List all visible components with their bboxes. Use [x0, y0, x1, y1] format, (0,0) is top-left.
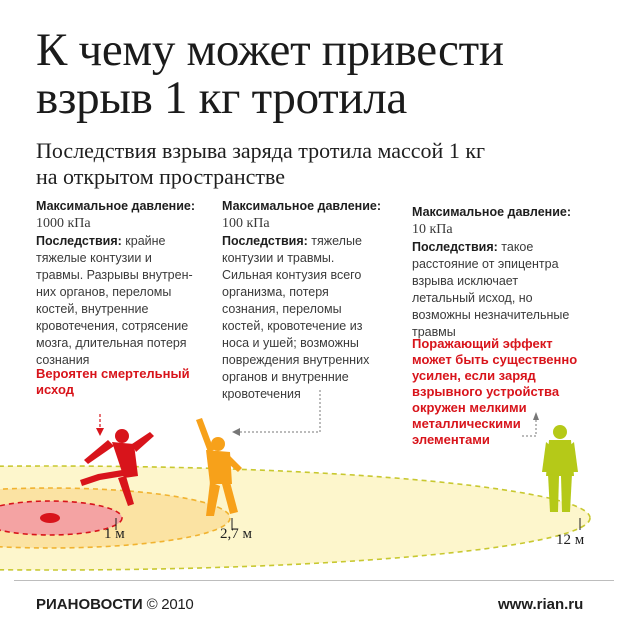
zone-3-pressure-label: Максимальное давление:	[412, 205, 571, 219]
distance-label-2-7m: 2,7 м	[220, 526, 252, 542]
zone-3-consequences-line: возможны незначительные	[412, 308, 570, 322]
subtitle-line-1: Последствия взрыва заряда тротила массой 1 кг	[36, 138, 486, 163]
page-subtitle	[36, 138, 596, 190]
fatal-leader-arrow-icon	[96, 428, 104, 436]
zone-3-leader-arrow-icon	[533, 412, 539, 420]
zone-3-consequences	[412, 239, 592, 341]
zone-1-consequences-line: костей, внутренние	[36, 302, 149, 316]
zone-1-consequences-line: тяжелые контузии и	[36, 251, 152, 265]
zone-2-consequences-line: сознания, переломы	[222, 302, 342, 316]
zone-3-consequences-line: травмы	[412, 325, 456, 339]
zone-1-consequences-line: них органов, переломы	[36, 285, 172, 299]
zone-3-consequences-line: такое	[497, 240, 534, 254]
warning-note-line: металлическими	[412, 416, 521, 431]
fatal-note-line: Вероятен смертельный	[36, 366, 190, 381]
epicenter-dot	[40, 513, 60, 523]
warning-note-line: Поражающий эффект	[412, 336, 553, 351]
zone-1-consequences-line: сознания	[36, 353, 90, 367]
zone-2-consequences-line: костей, кровотечение из	[222, 319, 363, 333]
zone-1-description	[36, 198, 216, 369]
zone-1-consequences	[36, 233, 216, 369]
zone-2-consequences-line: носа и ушей; возможны	[222, 336, 359, 350]
zone-1-consequences-line: крайне	[121, 234, 166, 248]
zone-2-consequences	[222, 233, 402, 403]
footer-divider	[14, 580, 614, 581]
title-line-2: взрыв 1 кг тротила	[36, 72, 407, 124]
warning-note-line: может быть существенно	[412, 352, 578, 367]
distance-label-12m: 12 м	[556, 532, 585, 548]
zone-2-leader-line	[236, 390, 320, 432]
zone-2-leader-arrow-icon	[232, 428, 240, 436]
zone-3-consequences-line: взрыва исключает	[412, 274, 519, 288]
zone-3-pressure-value: 10 кПа	[412, 222, 453, 237]
brand-name: РИАНОВОСТИ	[36, 596, 143, 613]
zone-3-description	[412, 204, 592, 341]
zone-1-consequences-line: кровотечения, сотрясение	[36, 319, 189, 333]
zone-2-consequences-label: Последствия:	[222, 234, 308, 248]
warning-note-line: усилен, если заряд	[412, 368, 536, 383]
page-title	[36, 26, 616, 122]
warning-note-line: окружен мелкими	[412, 400, 527, 415]
zone-1-pressure-label: Максимальное давление:	[36, 199, 195, 213]
copyright-text: © 2010	[146, 596, 194, 613]
ria-novosti-logo[interactable]	[36, 596, 193, 613]
zone-1-consequences-label: Последствия:	[36, 234, 122, 248]
zone-3-consequences-line: расстояние от эпицентра	[412, 257, 559, 271]
warning-note-line: элементами	[412, 432, 490, 447]
fatal-note-line: исход	[36, 382, 74, 397]
zone-3-consequences-label: Последствия:	[412, 240, 498, 254]
subtitle-line-2: на открытом пространстве	[36, 164, 286, 189]
zone-2-consequences-line: органов и внутренние	[222, 370, 349, 384]
warning-note-line: взрывного устройства	[412, 384, 560, 399]
zone-2-consequences-line: повреждения внутренних	[222, 353, 370, 367]
zone-1-pressure-value: 1000 кПа	[36, 216, 91, 231]
zone-3-consequences-line: летальный исход, но	[412, 291, 533, 305]
distance-label-1m: 1 м	[104, 526, 125, 542]
zone-2-pressure-label: Максимальное давление:	[222, 199, 381, 213]
zone-1-consequences-line: травмы. Разрывы внутрен-	[36, 268, 193, 282]
zone-2-consequences-line: Сильная контузия всего	[222, 268, 362, 282]
zone-2-consequences-line: тяжелые	[307, 234, 362, 248]
zone-2-pressure-value: 100 кПа	[222, 216, 270, 231]
blast-zones-illustration	[0, 380, 628, 580]
title-line-1: К чему может привести	[36, 24, 504, 76]
zone-2-description	[222, 198, 402, 403]
site-link[interactable]: www.rian.ru	[498, 596, 584, 613]
zone-2-consequences-line: контузии и травмы.	[222, 251, 335, 265]
zone-2-consequences-line: кровотечения	[222, 387, 301, 401]
zone-2-consequences-line: организма, потеря	[222, 285, 329, 299]
zone-1-consequences-line: мозга, длительная потеря	[36, 336, 187, 350]
